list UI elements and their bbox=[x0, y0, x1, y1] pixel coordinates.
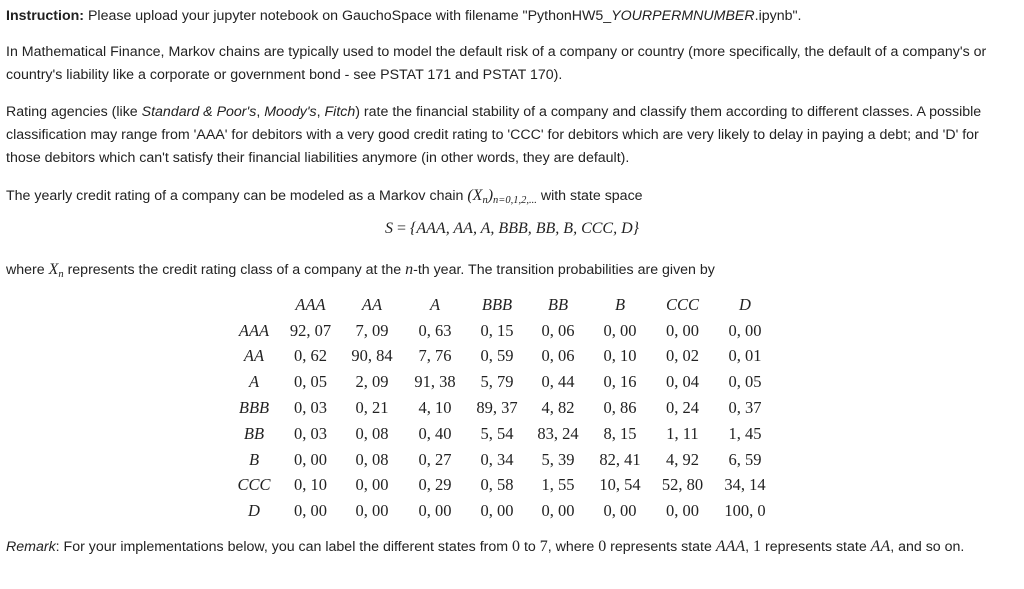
matrix-cell: 0, 29 bbox=[418, 475, 452, 495]
text-span: represents state bbox=[606, 539, 716, 555]
matrix-cell: 0, 63 bbox=[418, 320, 452, 340]
matrix-cell: 0, 00 bbox=[418, 501, 452, 521]
matrix-col-header: A bbox=[429, 294, 441, 314]
math-subscript: n bbox=[482, 195, 488, 206]
matrix-cell: 5, 79 bbox=[480, 372, 514, 392]
matrix-cell: 0, 05 bbox=[294, 372, 327, 392]
matrix-cell: 2, 09 bbox=[355, 372, 389, 392]
matrix-row-header: CCC bbox=[237, 475, 271, 495]
matrix-row bbox=[229, 344, 775, 370]
text-span: ) rate the financial stability of a company and classify them according to different classes. A possible classification may range from 'AAA' for debitors with a very good credit rating to 'CCC' for debitors which are very likely to delay in paying a debt; and 'D' for those debitors which can't satisfy their financial liabilities anymore (in other words, they are default). bbox=[6, 104, 982, 166]
text-span: with state space bbox=[536, 188, 643, 204]
matrix-cell: 0, 44 bbox=[541, 372, 575, 392]
matrix-cell: 0, 15 bbox=[480, 320, 514, 340]
matrix-cell: 0, 62 bbox=[294, 346, 327, 366]
matrix-corner bbox=[229, 292, 279, 318]
transition-intro-paragraph bbox=[6, 258, 1010, 286]
matrix-cell: 0, 59 bbox=[480, 346, 514, 366]
markov-chain-paragraph bbox=[6, 184, 1010, 212]
matrix-cell: 83, 24 bbox=[537, 423, 579, 443]
instruction-paragraph bbox=[6, 5, 1010, 28]
matrix-cell: 0, 00 bbox=[603, 501, 637, 521]
matrix-col-header: AAA bbox=[295, 294, 326, 314]
matrix-row bbox=[229, 447, 775, 473]
agency-fitch: Fitch bbox=[324, 104, 356, 120]
matrix-cell: 0, 08 bbox=[355, 423, 389, 443]
matrix-cell: 0, 00 bbox=[728, 320, 762, 340]
math-number: 1 bbox=[753, 538, 762, 555]
variable-xn bbox=[49, 261, 64, 278]
matrix-cell: 0, 10 bbox=[294, 475, 327, 495]
matrix-cell: 82, 41 bbox=[599, 449, 641, 469]
matrix-cell: 0, 00 bbox=[355, 475, 389, 495]
matrix-cell: 4, 92 bbox=[666, 449, 699, 469]
matrix-cell: 89, 37 bbox=[476, 398, 518, 418]
text-span: , where bbox=[547, 539, 599, 555]
equals-sign: = bbox=[392, 220, 410, 237]
matrix-col-header: CCC bbox=[665, 294, 700, 314]
text-span: , bbox=[256, 104, 265, 120]
matrix-row bbox=[229, 369, 775, 395]
matrix-col-header: AA bbox=[361, 294, 383, 314]
matrix-cell: 0, 00 bbox=[355, 501, 389, 521]
text-span: -th year. The transition probabilities are given by bbox=[413, 262, 715, 278]
matrix-cell: 92, 07 bbox=[289, 320, 332, 340]
text-span: : For your implementations below, you can label the different states from bbox=[55, 539, 513, 555]
index-set-subscript: n=0,1,2,... bbox=[493, 195, 537, 206]
matrix-row-header: AA bbox=[243, 346, 265, 366]
text-span: The yearly credit rating of a company can be modeled as a Markov chain bbox=[6, 188, 468, 204]
matrix-cell: 0, 40 bbox=[418, 423, 452, 443]
matrix-row bbox=[229, 318, 775, 344]
matrix-cell: 0, 00 bbox=[294, 501, 327, 521]
remark-paragraph bbox=[6, 535, 1010, 559]
matrix-row bbox=[229, 395, 775, 421]
matrix-cell: 0, 58 bbox=[480, 475, 514, 495]
text-span: , and so on. bbox=[890, 539, 965, 555]
matrix-col-header: B bbox=[614, 294, 626, 314]
matrix-cell: 0, 37 bbox=[728, 398, 762, 418]
agency-moodys: Moody's bbox=[264, 104, 317, 120]
math-number: 0 bbox=[512, 538, 521, 555]
matrix-header-row bbox=[229, 292, 775, 318]
matrix-cell: 0, 08 bbox=[355, 449, 389, 469]
matrix-row-header: BB bbox=[243, 423, 265, 443]
instruction-label: Instruction: bbox=[6, 8, 85, 24]
matrix-cell: 7, 09 bbox=[355, 320, 389, 340]
matrix-cell: 0, 27 bbox=[418, 449, 452, 469]
math-number: 0 bbox=[598, 538, 607, 555]
text-span: , bbox=[745, 539, 754, 555]
matrix-cell: 0, 00 bbox=[541, 501, 575, 521]
math-subscript: n bbox=[58, 269, 64, 280]
matrix-cell: 34, 14 bbox=[724, 475, 766, 495]
text-span: , bbox=[316, 104, 325, 120]
transition-matrix bbox=[229, 292, 775, 524]
matrix-cell: 4, 10 bbox=[418, 398, 452, 418]
matrix-cell: 5, 39 bbox=[541, 449, 575, 469]
text-span: where bbox=[6, 262, 49, 278]
instruction-filename-italic: YOURPERMNUMBER bbox=[611, 8, 755, 24]
text-span: represents the credit rating class of a company at the bbox=[63, 262, 406, 278]
matrix-cell: 0, 06 bbox=[541, 346, 575, 366]
matrix-cell: 0, 03 bbox=[294, 398, 327, 418]
text-span: represents state bbox=[761, 539, 871, 555]
matrix-cell: 4, 82 bbox=[541, 398, 575, 418]
matrix-cell: 100, 0 bbox=[724, 501, 766, 521]
matrix-cell: 8, 15 bbox=[603, 423, 637, 443]
matrix-cell: 1, 11 bbox=[666, 423, 699, 443]
matrix-cell: 0, 00 bbox=[480, 501, 514, 521]
variable-n: n bbox=[405, 261, 414, 278]
matrix-row bbox=[229, 473, 775, 499]
matrix-row bbox=[229, 421, 775, 447]
matrix-cell: 0, 34 bbox=[480, 449, 514, 469]
matrix-row-header: BBB bbox=[238, 398, 270, 418]
matrix-cell: 90, 84 bbox=[351, 346, 393, 366]
instruction-text: Please upload your jupyter notebook on GauchoSpace with filename "PythonHW5_ bbox=[84, 8, 612, 24]
math-state: AA bbox=[870, 538, 891, 555]
matrix-cell: 0, 06 bbox=[541, 320, 575, 340]
matrix-cell: 5, 54 bbox=[480, 423, 514, 443]
matrix-body bbox=[229, 318, 775, 524]
math-state: AAA bbox=[715, 538, 746, 555]
matrix-cell: 0, 00 bbox=[294, 449, 327, 469]
matrix-cell: 0, 01 bbox=[728, 346, 762, 366]
matrix-cell: 7, 76 bbox=[418, 346, 452, 366]
matrix-cell: 0, 00 bbox=[666, 320, 699, 340]
matrix-cell: 0, 05 bbox=[728, 372, 762, 392]
matrix-cell: 0, 00 bbox=[666, 501, 699, 521]
matrix-row bbox=[229, 498, 775, 524]
math-token: (X bbox=[467, 187, 483, 204]
matrix-cell: 0, 86 bbox=[603, 398, 637, 418]
matrix-row-header: B bbox=[248, 449, 260, 469]
matrix-col-header: BBB bbox=[481, 294, 513, 314]
text-span: to bbox=[520, 539, 540, 555]
math-token: X bbox=[48, 261, 59, 278]
math-number: 7 bbox=[539, 538, 548, 555]
state-space-equation bbox=[0, 220, 1024, 238]
matrix-cell: 0, 00 bbox=[603, 320, 637, 340]
state-space-symbol: S bbox=[384, 220, 393, 237]
agency-standard-poors: Standard & Poor's bbox=[141, 104, 257, 120]
matrix-row-header: A bbox=[248, 372, 260, 392]
matrix-cell: 0, 10 bbox=[603, 346, 637, 366]
matrix-cell: 1, 45 bbox=[728, 423, 762, 443]
matrix-cell: 91, 38 bbox=[414, 372, 456, 392]
state-space-set: {AAA, AA, A, BBB, BB, B, CCC, D} bbox=[409, 220, 640, 237]
matrix-cell: 0, 03 bbox=[294, 423, 327, 443]
intro-paragraph: In Mathematical Finance, Markov chains are typically used to model the default risk of a company or country (more specifically, the default of a company's or country's liability like a corporate or government bond - see PSTAT 171 and PSTAT 170). bbox=[6, 44, 987, 83]
matrix-cell: 1, 55 bbox=[541, 475, 575, 495]
markov-chain-notation bbox=[467, 187, 537, 204]
matrix-cell: 0, 16 bbox=[603, 372, 637, 392]
matrix-cell: 52, 80 bbox=[661, 475, 704, 495]
matrix-cell: 0, 21 bbox=[355, 398, 389, 418]
matrix-cell: 0, 24 bbox=[666, 398, 699, 418]
matrix-col-header: BB bbox=[547, 294, 569, 314]
matrix-cell: 6, 59 bbox=[728, 449, 762, 469]
matrix-col-header: D bbox=[739, 294, 751, 314]
text-span: Rating agencies (like bbox=[6, 104, 142, 120]
matrix-cell: 0, 02 bbox=[666, 346, 699, 366]
matrix-row-header: AAA bbox=[238, 320, 270, 340]
instruction-text-end: .ipynb". bbox=[754, 8, 802, 24]
matrix-cell: 10, 54 bbox=[599, 475, 641, 495]
rating-agencies-paragraph bbox=[6, 101, 1010, 170]
matrix-cell: 0, 04 bbox=[666, 372, 699, 392]
remark-label: Remark bbox=[6, 539, 56, 555]
matrix-row-header: D bbox=[248, 501, 260, 521]
math-token: ) bbox=[487, 187, 494, 204]
